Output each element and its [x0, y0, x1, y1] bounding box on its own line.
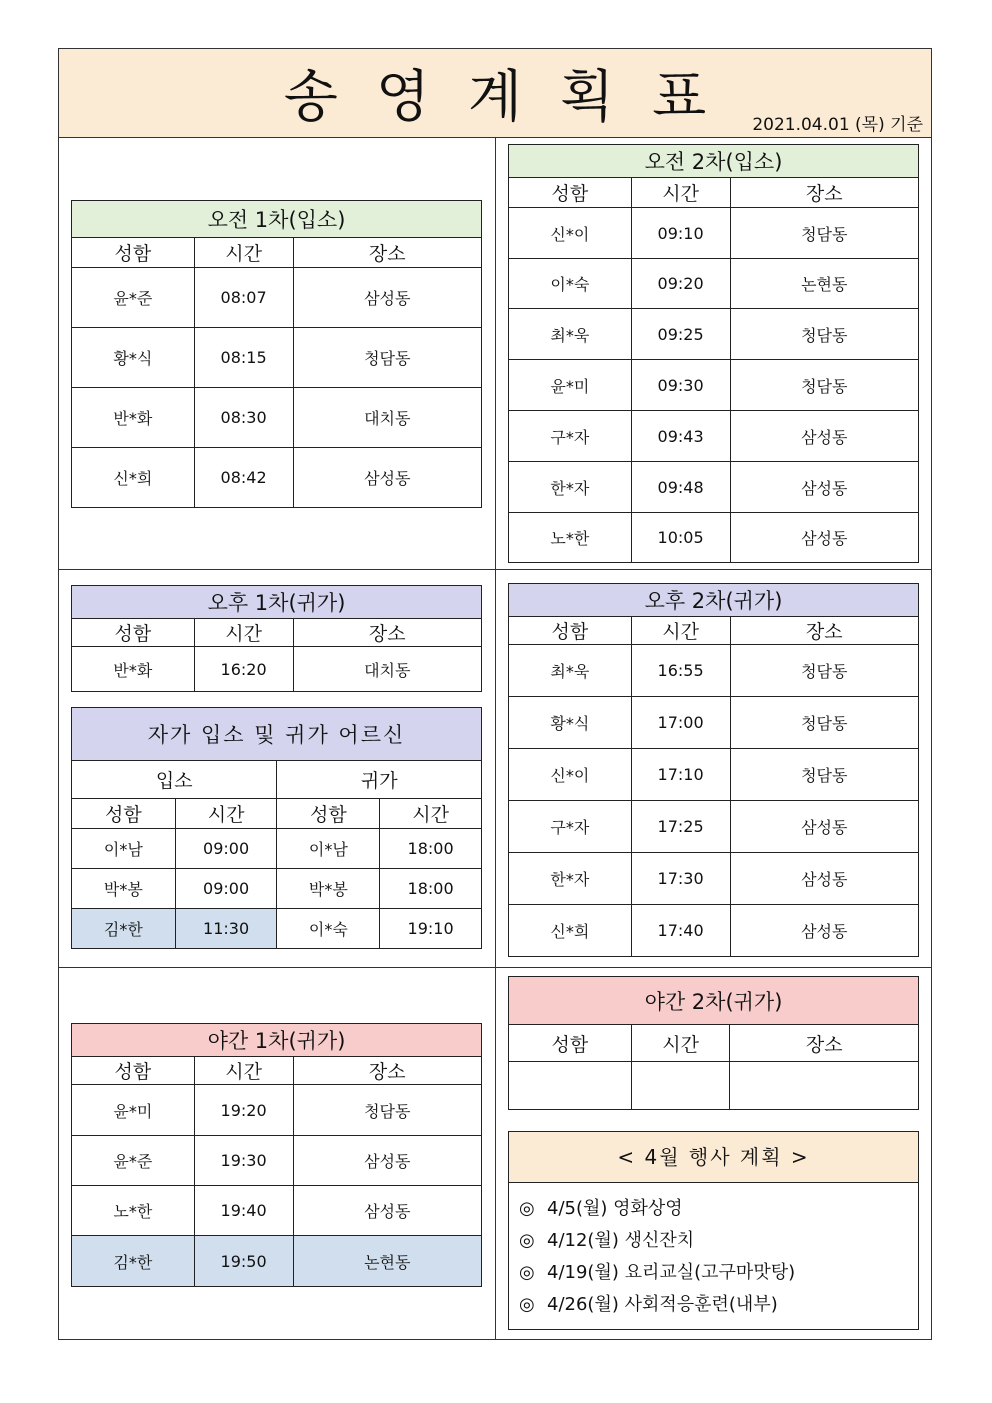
cell-place: 삼성동 — [730, 462, 919, 513]
header-place: 장소 — [730, 178, 919, 208]
list-item — [519, 1257, 918, 1289]
cell-name: 윤*준 — [72, 268, 195, 328]
header-place: 장소 — [293, 1057, 482, 1085]
row-divider — [58, 967, 932, 968]
table-row — [72, 647, 482, 692]
header-time: 시간 — [175, 799, 277, 829]
cell-place: 삼성동 — [293, 1136, 482, 1186]
night2-table — [508, 976, 919, 1110]
list-item — [519, 1225, 918, 1257]
cell-time: 09:20 — [631, 259, 730, 309]
header-place: 장소 — [293, 619, 482, 647]
table-row — [72, 448, 482, 508]
event-text: 4/5(월) 영화상영 — [547, 1198, 683, 1219]
title-band — [58, 48, 932, 138]
cell-name — [509, 1062, 632, 1110]
cell-time: 17:25 — [631, 801, 730, 853]
events-list — [509, 1183, 918, 1321]
cell-time: 08:42 — [194, 448, 293, 508]
header-time: 시간 — [631, 617, 730, 645]
table-row — [72, 1236, 482, 1287]
cell-time: 19:50 — [194, 1236, 293, 1287]
cell-in-time: 09:00 — [175, 829, 277, 869]
cell-time: 09:10 — [631, 208, 730, 259]
table-row — [72, 268, 482, 328]
header-place: 장소 — [293, 238, 482, 268]
event-text: 4/26(월) 사회적응훈련(내부) — [547, 1294, 778, 1315]
table-row — [72, 1186, 482, 1236]
self-caption: 자가 입소 및 귀가 어르신 — [72, 708, 482, 761]
cell-in-name: 이*남 — [72, 829, 176, 869]
cell-time: 17:30 — [631, 853, 730, 905]
table-row — [509, 697, 919, 749]
cell-time: 08:30 — [194, 388, 293, 448]
cell-place: 삼성동 — [293, 1186, 482, 1236]
cell-time: 08:07 — [194, 268, 293, 328]
cell-place: 삼성동 — [730, 801, 919, 853]
header-time: 시간 — [194, 1057, 293, 1085]
table-row — [509, 645, 919, 697]
cell-in-name: 김*한 — [72, 909, 176, 949]
cell-place: 삼성동 — [730, 905, 919, 957]
header-name: 성함 — [72, 619, 195, 647]
table-row — [72, 1085, 482, 1136]
table-row — [509, 749, 919, 801]
cell-time: 16:20 — [194, 647, 293, 692]
cell-time: 09:48 — [631, 462, 730, 513]
table-row — [72, 388, 482, 448]
header-time: 시간 — [194, 238, 293, 268]
table-row — [72, 1136, 482, 1186]
header-name: 성함 — [72, 799, 176, 829]
cell-name: 신*희 — [72, 448, 195, 508]
cell-time: 17:10 — [631, 749, 730, 801]
header-name: 성함 — [509, 617, 632, 645]
self-transport-table — [71, 707, 482, 949]
pm1-caption: 오후 1차(귀가) — [72, 586, 482, 619]
cell-time: 17:00 — [631, 697, 730, 749]
cell-name: 황*식 — [72, 328, 195, 388]
self-in-label: 입소 — [72, 761, 277, 799]
header-name: 성함 — [72, 1057, 195, 1085]
cell-place: 대치동 — [293, 647, 482, 692]
events-title: < 4월 행사 계획 > — [509, 1132, 918, 1183]
cell-name: 반*화 — [72, 388, 195, 448]
night1-table — [71, 1023, 482, 1287]
cell-time: 19:30 — [194, 1136, 293, 1186]
header-name: 성함 — [509, 1025, 632, 1062]
cell-in-name: 박*봉 — [72, 869, 176, 909]
cell-place: 청담동 — [293, 328, 482, 388]
cell-name: 신*이 — [509, 208, 632, 259]
cell-place: 청담동 — [730, 749, 919, 801]
cell-name: 반*화 — [72, 647, 195, 692]
cell-place: 청담동 — [730, 697, 919, 749]
am1-caption: 오전 1차(입소) — [72, 201, 482, 238]
date-label: 2021.04.01 (목) 기준 — [752, 115, 923, 135]
cell-name: 한*자 — [509, 462, 632, 513]
header-time: 시간 — [631, 178, 730, 208]
table-row — [509, 853, 919, 905]
cell-name: 신*희 — [509, 905, 632, 957]
cell-place: 삼성동 — [730, 411, 919, 462]
header-time: 시간 — [194, 619, 293, 647]
cell-place: 삼성동 — [293, 448, 482, 508]
row-divider — [58, 569, 932, 570]
table-row — [509, 309, 919, 360]
table-row — [72, 328, 482, 388]
bullet-icon: ◎ — [519, 1262, 535, 1283]
bullet-icon: ◎ — [519, 1230, 535, 1251]
events-box — [508, 1131, 919, 1330]
cell-place: 논현동 — [293, 1236, 482, 1287]
table-row — [509, 360, 919, 411]
cell-place: 청담동 — [293, 1085, 482, 1136]
table-row — [509, 1062, 919, 1110]
cell-out-name: 박*봉 — [277, 869, 380, 909]
table-row — [509, 513, 919, 563]
cell-time: 09:25 — [631, 309, 730, 360]
cell-name: 신*이 — [509, 749, 632, 801]
table-row — [509, 801, 919, 853]
pm2-caption: 오후 2차(귀가) — [509, 584, 919, 617]
cell-name: 이*숙 — [509, 259, 632, 309]
night1-caption: 야간 1차(귀가) — [72, 1024, 482, 1057]
am2-table — [508, 144, 919, 563]
self-out-label: 귀가 — [277, 761, 482, 799]
cell-time: 10:05 — [631, 513, 730, 563]
cell-place — [730, 1062, 919, 1110]
cell-name: 한*자 — [509, 853, 632, 905]
cell-out-time: 19:10 — [380, 909, 482, 949]
cell-in-time: 11:30 — [175, 909, 277, 949]
list-item — [519, 1289, 918, 1321]
cell-place: 청담동 — [730, 208, 919, 259]
cell-name: 구*자 — [509, 801, 632, 853]
event-text: 4/19(월) 요리교실(고구마맛탕) — [547, 1262, 796, 1283]
cell-out-time: 18:00 — [380, 869, 482, 909]
page-title: 송영계획표 — [283, 65, 745, 130]
cell-name: 최*욱 — [509, 309, 632, 360]
table-row — [509, 462, 919, 513]
cell-name: 최*욱 — [509, 645, 632, 697]
table-row — [509, 411, 919, 462]
table-row — [509, 259, 919, 309]
cell-name: 김*한 — [72, 1236, 195, 1287]
am1-table — [71, 200, 482, 508]
table-row — [509, 208, 919, 259]
am2-caption: 오전 2차(입소) — [509, 145, 919, 178]
cell-name: 윤*미 — [72, 1085, 195, 1136]
cell-place: 청담동 — [730, 645, 919, 697]
cell-place: 삼성동 — [730, 513, 919, 563]
header-place: 장소 — [730, 617, 919, 645]
table-row — [509, 905, 919, 957]
cell-time: 17:40 — [631, 905, 730, 957]
bullet-icon: ◎ — [519, 1198, 535, 1219]
header-time: 시간 — [631, 1025, 730, 1062]
cell-name: 윤*미 — [509, 360, 632, 411]
column-divider — [495, 137, 496, 1340]
cell-out-time: 18:00 — [380, 829, 482, 869]
night2-caption: 야간 2차(귀가) — [509, 977, 919, 1025]
table-row — [72, 829, 482, 869]
list-item — [519, 1193, 918, 1225]
cell-time: 19:20 — [194, 1085, 293, 1136]
cell-out-name: 이*숙 — [277, 909, 380, 949]
table-row — [72, 909, 482, 949]
cell-time — [631, 1062, 730, 1110]
cell-place: 청담동 — [730, 360, 919, 411]
table-row — [72, 869, 482, 909]
cell-time: 19:40 — [194, 1186, 293, 1236]
header-place: 장소 — [730, 1025, 919, 1062]
cell-place: 삼성동 — [730, 853, 919, 905]
cell-name: 윤*준 — [72, 1136, 195, 1186]
cell-name: 구*자 — [509, 411, 632, 462]
cell-name: 노*한 — [509, 513, 632, 563]
cell-time: 08:15 — [194, 328, 293, 388]
cell-place: 대치동 — [293, 388, 482, 448]
cell-out-name: 이*남 — [277, 829, 380, 869]
header-time: 시간 — [380, 799, 482, 829]
cell-place: 청담동 — [730, 309, 919, 360]
header-name: 성함 — [509, 178, 632, 208]
cell-name: 황*식 — [509, 697, 632, 749]
cell-time: 09:43 — [631, 411, 730, 462]
bullet-icon: ◎ — [519, 1294, 535, 1315]
cell-place: 삼성동 — [293, 268, 482, 328]
header-name: 성함 — [72, 238, 195, 268]
header-name: 성함 — [277, 799, 380, 829]
cell-time: 16:55 — [631, 645, 730, 697]
cell-name: 노*한 — [72, 1186, 195, 1236]
cell-in-time: 09:00 — [175, 869, 277, 909]
cell-time: 09:30 — [631, 360, 730, 411]
pm2-table — [508, 583, 919, 957]
pm1-table — [71, 585, 482, 692]
cell-place: 논현동 — [730, 259, 919, 309]
event-text: 4/12(월) 생신잔치 — [547, 1230, 695, 1251]
